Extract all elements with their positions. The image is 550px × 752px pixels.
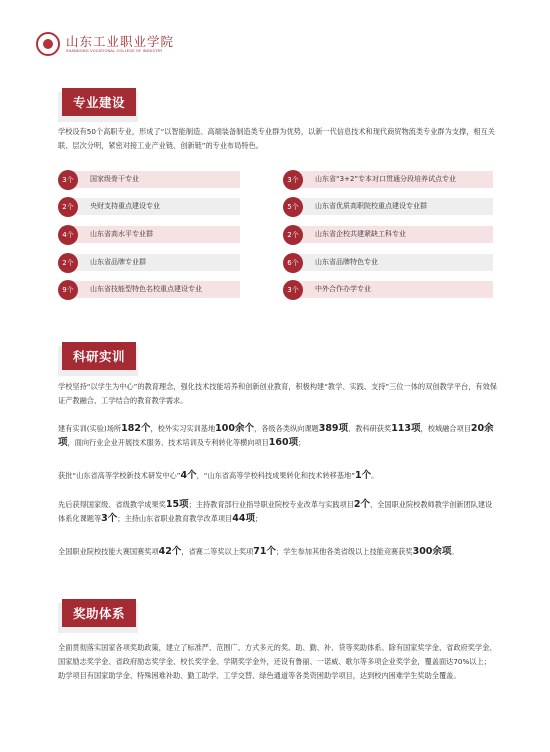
count-badge: 3个 xyxy=(283,280,303,300)
major-item-label: 央财支持重点建设专业 xyxy=(90,202,160,210)
major-item-label: 山东省技能型特色名校重点建设专业 xyxy=(90,285,202,293)
major-item-label: 山东省品牌特色专业 xyxy=(315,258,378,266)
aid-description: 全面贯彻落实国家各项奖助政策，建立了标准严、范围广、方式多元的奖、助、勤、补、贷等奖助体系。除有国家奖学金、省政府奖学金、国家励志奖学金、省政府励志奖学金、校长奖学金、学期奖学金外，还设有鲁丽、一诺威、歌尔等多项企业奖学金，覆盖面达70%以上；助学项目有国家助学金、特殊困难补助、勤工助学、工学交替、绿色通道等各类资困助学项目，达到校内困难学生奖助全覆盖。 xyxy=(58,643,497,680)
major-item xyxy=(283,280,493,298)
logo-name-en: SHANDONG VOCATIONAL COLLEGE OF INDUSTRY xyxy=(66,48,163,53)
count-badge: 3个 xyxy=(283,170,303,190)
count-badge: 9个 xyxy=(58,280,78,300)
research-centers: 获批“山东省高等学校新技术研发中心”4个，“山东省高等学校科技成果转化和技术转移基地”1个。 xyxy=(58,470,379,481)
major-item-label: 山东省高水平专业群 xyxy=(90,230,153,238)
research-intro: 学校坚持“以学生为中心”的教育理念，强化技术技能培养和创新创业教育，积极构建“教学、实践、支持”三位一体的双创教学平台，有效保证产教融合、工学结合的教育教学需求。 xyxy=(58,382,497,405)
count-badge: 5个 xyxy=(283,197,303,217)
major-item xyxy=(58,280,240,298)
research-awards: 先后获得国家级、省级教学成果奖15项；主持教育部行业指导职业院校专业改革与实践项目2个、全国职业院校教师教学创新团队建设体系化课题等3个；主持山东省职业教育教学改革项目44项； xyxy=(58,499,493,524)
count-badge: 6个 xyxy=(283,253,303,273)
logo-name-cn: 山东工业职业学院 xyxy=(66,33,175,49)
research-competitions: 全国职业院校技能大赛国赛奖项42个，省赛二等奖以上奖项71个；学生参加其他各类省级以上技能竞赛获奖300余项。 xyxy=(58,546,459,557)
major-item xyxy=(283,170,493,188)
major-item-label: 山东省优质高职院校重点建设专业群 xyxy=(315,202,427,210)
count-badge: 3个 xyxy=(58,170,78,190)
major-intro: 学校设有50个高职专业，形成了“以智能制造、高端装备制造类专业群为优势，以新一代信息技术和现代商贸物流类专业群为支撑，相互关联、层次分明，紧密对接工业产业链、创新链”的专业布局特色。 xyxy=(58,127,495,150)
major-item-label: 山东省企校共建紧缺工科专业 xyxy=(315,230,406,238)
major-item xyxy=(283,253,493,271)
section-title-major: 专业建设 xyxy=(62,88,136,116)
major-item-label: 国家级骨干专业 xyxy=(90,175,139,183)
major-item xyxy=(58,225,240,243)
section-title-research: 科研实训 xyxy=(62,342,136,370)
college-seal-icon xyxy=(36,32,60,56)
count-badge: 2个 xyxy=(58,197,78,217)
major-item-label: 山东省“3+2”专本对口贯通分段培养试点专业 xyxy=(315,175,457,183)
college-logo xyxy=(36,32,174,56)
section-title-aid: 奖助体系 xyxy=(62,599,136,627)
major-item xyxy=(283,225,493,243)
major-item-label: 中外合作办学专业 xyxy=(315,285,371,293)
major-item xyxy=(58,197,240,215)
major-item-label: 山东省品牌专业群 xyxy=(90,258,146,266)
research-facilities: 建有实训(实验)场所182个，校外实习实训基地100余个，各级各类纵向课题389项、教科研获奖113项，校城融合项目20余项，面向行业企业开展技术服务、技术培训及专利转化等横向项目160项； xyxy=(58,423,494,448)
major-item xyxy=(58,170,240,188)
major-item xyxy=(283,197,493,215)
count-badge: 2个 xyxy=(283,225,303,245)
count-badge: 2个 xyxy=(58,253,78,273)
count-badge: 4个 xyxy=(58,225,78,245)
major-item xyxy=(58,253,240,271)
